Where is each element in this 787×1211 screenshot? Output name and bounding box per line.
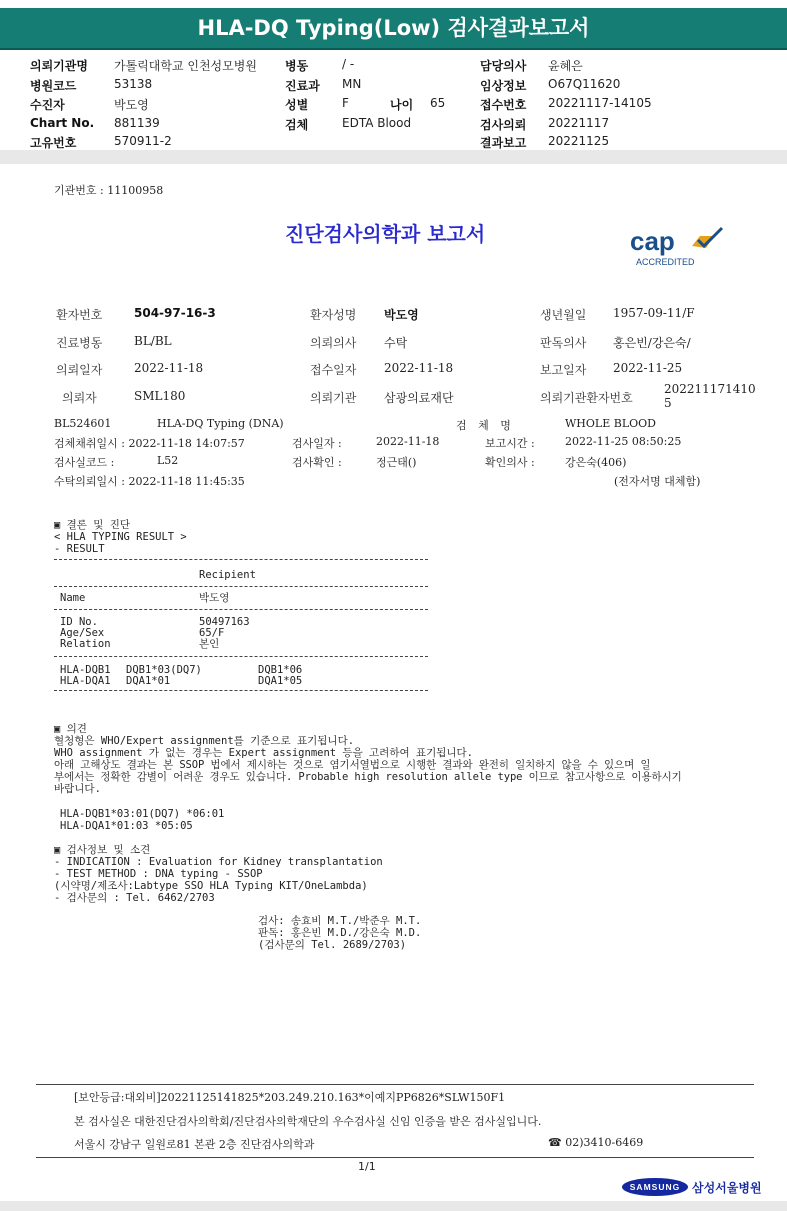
relation-value: 본인 [199,638,220,650]
value-requesting-doctor: 수탁 [384,336,408,350]
indication-line: - INDICATION : Evaluation for Kidney transplantation [54,856,383,868]
value-requesting-institution: 가톨릭대학교 인천성모병원 [114,59,257,73]
name-label: Name [60,592,86,604]
dqb1-allele-2: DQB1*06 [258,664,303,676]
value-department: MN [342,77,362,91]
value-test-request: 20221117 [548,116,610,130]
label-test-confirm: 검사확인 : [292,456,342,469]
report-title-bar: HLA-DQ Typing(Low) 검사결과보고서 [0,8,787,50]
certification-note: 본 검사실은 대한진단검사의학회/진단검사의학재단의 우수검사실 신임 인증을 받은 검사실입니다. [74,1115,542,1128]
value-chart-no: 881139 [114,116,160,130]
label-sex: 성별 [285,98,309,112]
value-test-confirm: 정근태() [376,456,417,469]
inquiry-tel-line: (검사문의 Tel. 2689/2703) [258,939,407,951]
label-clinical-info: 임상정보 [480,79,527,93]
cap-text: cap [630,226,675,256]
label-age: 나이 [390,98,414,112]
value-reading-doctor: 홍은빈/강은숙/ [613,336,691,350]
dqb1-allele-1: DQB1*03(DQ7) [126,664,202,676]
label-requester: 의뢰자 [62,391,97,405]
dqa1-allele-2: DQA1*05 [258,675,303,687]
value-unique-no: 570911-2 [114,134,172,148]
collection-datetime: 검체채취일시 : 2022-11-18 14:07:57 [54,437,245,450]
label-patient-name: 환자성명 [310,308,357,322]
value-request-date: 2022-11-18 [134,361,204,375]
divider-line [54,690,428,691]
cap-accredited-text: ACCREDITED [636,257,695,267]
opinion-line: 아래 고해상도 결과는 본 SSOP 법에서 제시하는 것으로 염기서열법으로 시행한 결과와 완전히 일치하지 않을 수 있으며 일 [54,759,651,771]
opinion-line: WHO assignment 가 없는 경우는 Expert assignment 등을 고려하여 표기됩니다. [54,747,473,759]
value-examinee: 박도영 [114,98,149,112]
divider-line [54,559,428,560]
id-no-label: ID No. [60,616,98,628]
opinion-line: 부에서는 정확한 감별이 어려운 경우도 있습니다. Probable high resolution allele type 이므로 참고사항으로 이용하시기 [54,771,682,783]
id-no-value: 50497163 [199,616,250,628]
footer-top-line [36,1084,754,1085]
label-lab-code: 검사실코드 : [54,456,115,469]
label-receipt-date: 접수일자 [310,363,357,377]
page-number: 1/1 [358,1160,376,1173]
value-lab-code: L52 [157,454,179,467]
receipt-request-datetime: 수탁의뢰일시 : 2022-11-18 11:45:35 [54,475,245,488]
recipient-heading: Recipient [199,569,256,581]
label-chart-no: Chart No. [30,116,95,130]
samsung-hospital-name: 삼성서울병원 [692,1181,762,1195]
opinion-line: 혈청형은 WHO/Expert assignment를 기준으로 표기됩니다. [54,735,355,747]
test-name: HLA-DQ Typing (DNA) [157,417,284,430]
hla-typing-result-heading: < HLA TYPING RESULT > [54,531,187,543]
label-reading-doctor: 판독의사 [540,336,587,350]
footer-bottom-line [36,1157,754,1158]
inquiry-line: - 검사문의 : Tel. 6462/2703 [54,892,215,904]
specimen-value: WHOLE BLOOD [565,417,656,430]
value-report-date: 2022-11-25 [613,361,683,375]
esign-note: (전자서명 대체함) [614,475,701,488]
value-result-report: 20221125 [548,134,610,148]
label-confirm-doctor: 확인의사 : [485,456,535,469]
security-stamp: [보안등급:대외비]20221125141825*203.249.210.163*이예지PP6826*SLW150F1 [74,1091,506,1104]
age-sex-value: 65/F [199,627,225,639]
label-requesting-doctor: 의뢰의사 [310,336,357,350]
value-attending-doctor: 윤혜은 [548,59,583,73]
value-confirm-doctor: 강은숙(406) [565,456,627,469]
specimen-label: 검 체 명 [456,419,515,432]
value-institution-patient-no: 202211171410 [664,382,756,396]
result-subheading: - RESULT [54,543,105,555]
high-res-dqb1: HLA-DQB1*03:01(DQ7) *06:01 [60,808,225,820]
age-sex-label: Age/Sex [60,627,105,639]
label-patient-no: 환자번호 [56,308,103,322]
dqa1-locus: HLA-DQA1 [60,675,111,687]
value-birth-date: 1957-09-11/F [613,306,695,320]
opinion-heading: ▣ 의견 [54,723,87,735]
label-test-date: 검사일자 : [292,437,342,450]
lab-address: 서울시 강남구 일원로81 본관 2층 진단검사의학과 [74,1138,315,1151]
value-ward: / - [342,57,355,71]
label-examinee: 수진자 [30,98,65,112]
test-method-line: - TEST METHOD : DNA typing - SSOP [54,868,263,880]
name-value: 박도영 [199,592,230,604]
value-hospital-code: 53138 [114,77,153,91]
label-birth-date: 생년월일 [540,308,587,322]
value-report-time: 2022-11-25 08:50:25 [565,435,682,448]
dqa1-allele-1: DQA1*01 [126,675,171,687]
label-result-report: 결과보고 [480,136,527,150]
label-requesting-institution: 의뢰기관 [310,391,357,405]
header-divider [0,150,787,164]
label-department: 진료과 [285,79,320,93]
value-receipt-no: 20221117-14105 [548,96,652,110]
value-requester: SML180 [134,389,186,403]
label-report-date: 보고일자 [540,363,587,377]
divider-line [54,656,428,657]
institution-number: 기관번호 : 11100958 [54,184,164,197]
page-bottom-band [0,1201,787,1211]
reader-line: 판독: 홍은빈 M.D./강은숙 M.D. [258,927,422,939]
value-test-date: 2022-11-18 [376,435,440,448]
value-sex: F [342,96,349,110]
value-patient-name: 박도영 [384,308,419,322]
label-institution-patient-no: 의뢰기관환자번호 [540,391,633,405]
samsung-brand: SAMSUNG [622,1178,688,1196]
lab-phone: ☎ 02)3410-6469 [548,1136,644,1149]
value-clinical-info: O67Q11620 [548,77,621,91]
dqb1-locus: HLA-DQB1 [60,664,111,676]
value-requesting-institution: 삼광의료재단 [384,391,454,405]
label-test-request: 검사의뢰 [480,118,527,132]
opinion-line: 바랍니다. [54,783,101,795]
value-specimen: EDTA Blood [342,116,412,130]
value-institution-patient-no-cont: 5 [664,396,672,410]
reagent-line: (시약명/제조사:Labtype SSO HLA Typing KIT/OneLambda) [54,880,368,892]
label-specimen: 검체 [285,118,309,132]
report-title: 진단검사의학과 보고서 [285,222,486,246]
divider-line [54,609,428,610]
label-receipt-no: 접수번호 [480,98,527,112]
label-requesting-institution: 의뢰기관명 [30,59,88,73]
label-ward: 병동 [285,59,309,73]
cap-accredited-logo [628,224,728,272]
value-patient-no: 504-97-16-3 [134,306,216,320]
conclusion-heading: ▣ 결론 및 진단 [54,519,131,531]
test-code: BL524601 [54,417,112,430]
value-ward: BL/BL [134,334,172,348]
label-attending-doctor: 담당의사 [480,59,527,73]
label-report-time: 보고시간 : [485,437,535,450]
high-res-dqa1: HLA-DQA1*01:03 *05:05 [60,820,193,832]
label-request-date: 의뢰일자 [56,363,103,377]
tester-line: 검사: 송효비 M.T./박준우 M.T. [258,915,422,927]
divider-line [54,586,428,587]
value-receipt-date: 2022-11-18 [384,361,454,375]
value-age: 65 [430,96,446,110]
label-hospital-code: 병원코드 [30,79,77,93]
relation-label: Relation [60,638,111,650]
label-unique-no: 고유번호 [30,136,77,150]
test-info-heading: ▣ 검사정보 및 소견 [54,844,151,856]
label-ward: 진료병동 [56,336,103,350]
